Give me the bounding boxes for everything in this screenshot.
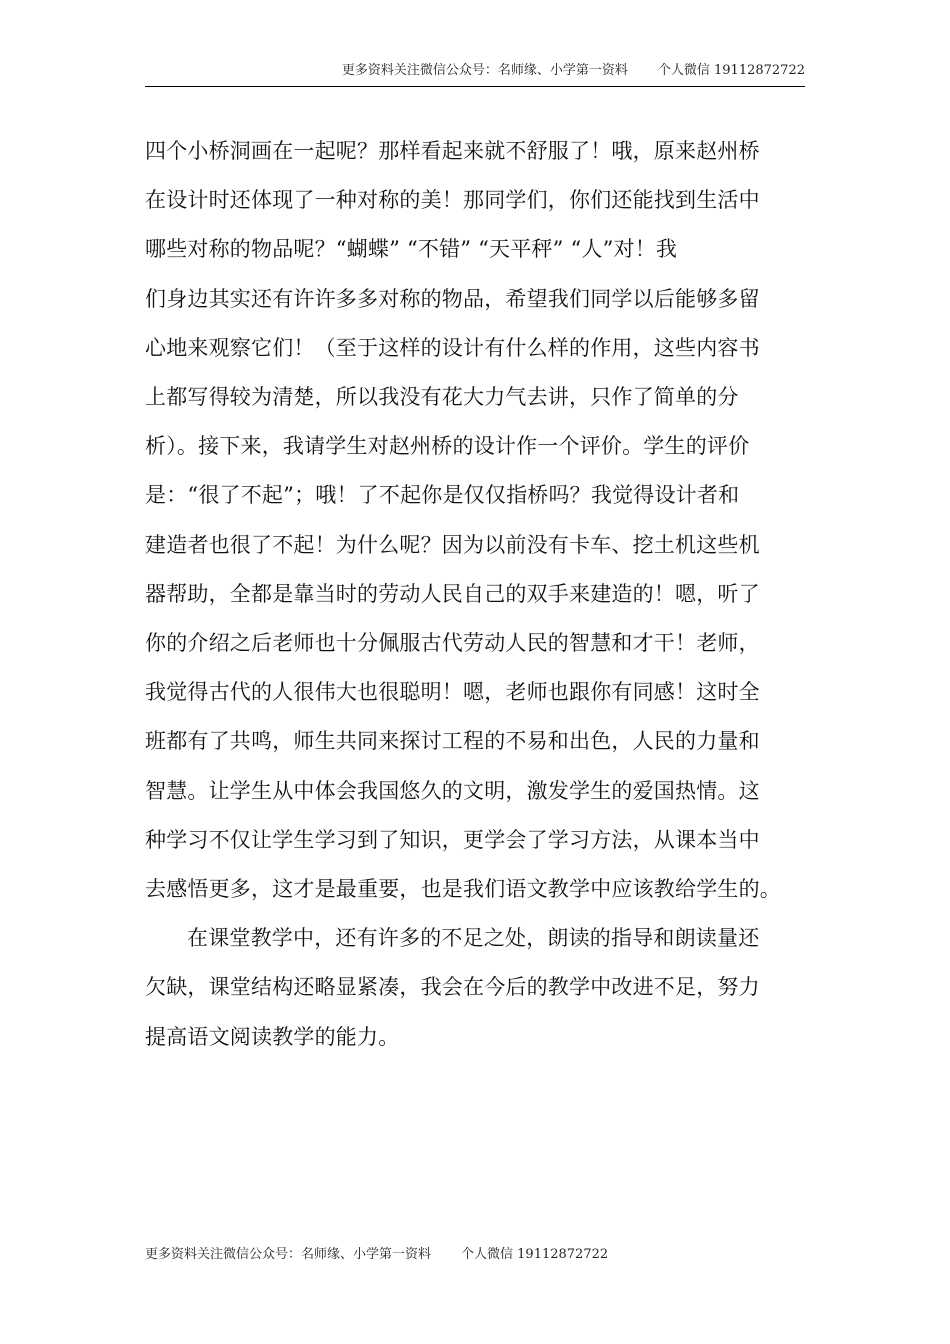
paragraph-2 bbox=[145, 914, 813, 1062]
footer-right-text: 个人微信 19112872722 bbox=[461, 1247, 609, 1262]
text-line: 你的介绍之后老师也十分佩服古代劳动人民的智慧和才干！老师， bbox=[145, 631, 760, 656]
text-line: 在设计时还体现了一种对称的美！那同学们，你们还能找到生活中 bbox=[145, 188, 760, 213]
text-line: 哪些对称的物品呢？“蝴蝶” “不错” “天平秤” “人”对！我 bbox=[145, 237, 678, 262]
text-line: 心地来观察它们！（至于这样的设计有什么样的作用，这些内容书 bbox=[145, 335, 760, 360]
text-line: 四个小桥洞画在一起呢？那样看起来就不舒服了！哦，原来赵州桥 bbox=[145, 139, 760, 163]
text-line: 种学习不仅让学生学习到了知识，更学会了学习方法，从课本当中 bbox=[145, 827, 760, 852]
text-line: 是：“很了不起”；哦！了不起你是仅仅指桥吗？我觉得设计者和 bbox=[145, 483, 740, 508]
header-right-text: 个人微信 19112872722 bbox=[657, 63, 805, 78]
page-footer bbox=[145, 1246, 805, 1264]
text-line: 们身边其实还有许许多多对称的物品，希望我们同学以后能够多留 bbox=[145, 286, 760, 311]
text-line: 我觉得古代的人很伟大也很聪明！嗯，老师也跟你有同感！这时全 bbox=[145, 680, 760, 705]
text-line: 在课堂教学中，还有许多的不足之处，朗读的指导和朗读量还 bbox=[187, 926, 760, 951]
paragraph-1 bbox=[145, 127, 813, 914]
page-header bbox=[145, 62, 805, 87]
text-line: 去感悟更多，这才是最重要，也是我们语文教学中应该教给学生的。 bbox=[145, 877, 781, 902]
header-left-text: 更多资料关注微信公众号：名师缘、小学第一资料 bbox=[341, 63, 628, 78]
text-line: 智慧。让学生从中体会我国悠久的文明，激发学生的爱国热情。这 bbox=[145, 778, 760, 803]
text-line: 提高语文阅读教学的能力。 bbox=[145, 1024, 400, 1049]
text-line: 建造者也很了不起！为什么呢？因为以前没有卡车、挖土机这些机 bbox=[145, 532, 760, 557]
text-line: 班都有了共鸣，师生共同来探讨工程的不易和出色，人民的力量和 bbox=[145, 729, 760, 754]
footer-left-text: 更多资料关注微信公众号：名师缘、小学第一资料 bbox=[145, 1247, 432, 1262]
text-line: 析）。接下来，我请学生对赵州桥的设计作一个评价。学生的评价 bbox=[145, 434, 750, 459]
text-line: 器帮助，全都是靠当时的劳动人民自己的双手来建造的！嗯，听了 bbox=[145, 581, 760, 606]
text-line: 上都写得较为清楚，所以我没有花大力气去讲，只作了简单的分 bbox=[145, 385, 739, 410]
text-line: 欠缺，课堂结构还略显紧凑，我会在今后的教学中改进不足，努力 bbox=[145, 975, 760, 1000]
document-body bbox=[145, 127, 813, 1062]
